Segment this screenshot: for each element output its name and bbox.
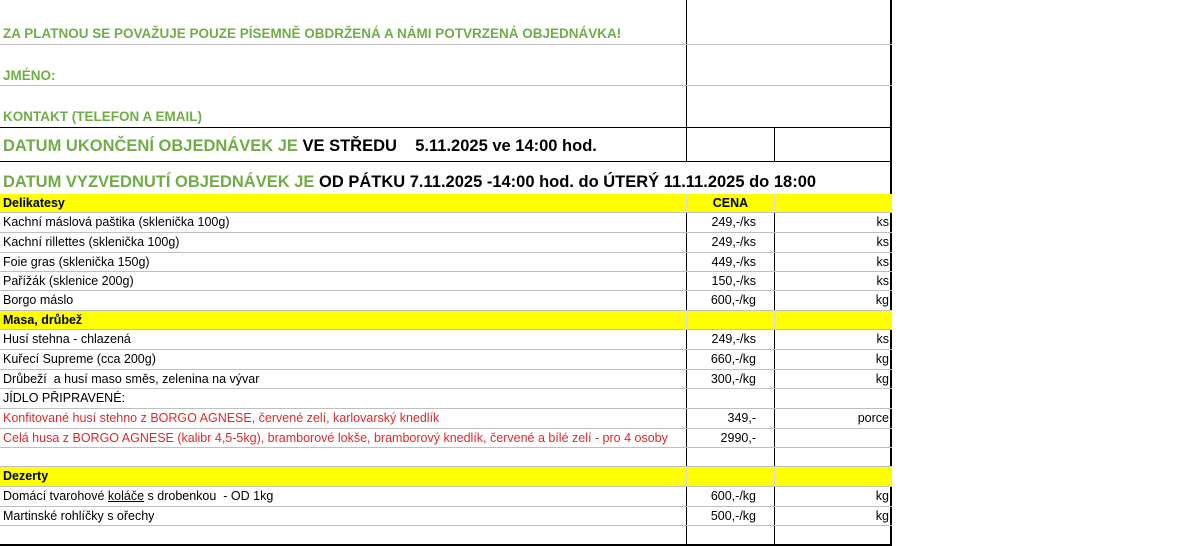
item-name: Pařížák (sklenice 200g) <box>3 274 134 288</box>
table-row[interactable] <box>0 507 892 526</box>
table-row[interactable] <box>0 370 892 389</box>
section-header-pripravene <box>0 389 892 409</box>
empty-row <box>0 448 892 467</box>
item-unit[interactable]: kg <box>774 507 892 525</box>
item-price: 349,- <box>686 409 774 428</box>
item-unit[interactable]: porce <box>774 409 892 428</box>
section-header-blank <box>774 389 892 408</box>
item-unit[interactable]: ks <box>774 272 892 290</box>
item-name: Kuřecí Supreme (cca 200g) <box>3 352 156 366</box>
item-name-underlined: koláče <box>107 489 145 503</box>
qty-column-header <box>774 194 892 212</box>
empty-row <box>0 526 892 546</box>
item-name: Drůbeží a husí maso směs, zelenina na vývar <box>3 372 260 386</box>
deadline-row <box>0 128 892 162</box>
item-name: Martinské rohlíčky s ořechy <box>3 509 155 523</box>
table-row[interactable] <box>0 350 892 370</box>
item-price: 2990,- <box>686 429 774 447</box>
item-unit[interactable] <box>774 429 892 447</box>
item-name: Kachní máslová paštika (sklenička 100g) <box>3 215 230 229</box>
pickup-value: OD PÁTKU 7.11.2025 -14:00 hod. do ÚTERÝ 11.11.2025 do 18:00 <box>319 173 817 191</box>
empty-cell <box>0 526 686 544</box>
section-header-blank <box>774 311 892 329</box>
deadline-value: VE STŘEDU 5.11.2025 ve 14:00 hod. <box>302 137 597 155</box>
table-row[interactable] <box>0 272 892 291</box>
item-unit[interactable]: kg <box>774 370 892 388</box>
section-title: Dezerty <box>3 469 49 483</box>
contact-input-cell[interactable] <box>686 86 892 127</box>
pickup-text <box>0 162 892 194</box>
order-notice: ZA PLATNOU SE POVAŽUJE POUZE PÍSEMNĚ OBDRŽENÁ A NÁMI POTVRZENÁ OBJEDNÁVKA! <box>3 26 622 41</box>
table-row[interactable] <box>0 429 892 448</box>
deadline-cell-2[interactable] <box>686 128 774 161</box>
empty-cell <box>686 448 774 466</box>
item-unit[interactable]: ks <box>774 213 892 232</box>
empty-cell <box>686 526 774 544</box>
item-unit[interactable]: kg <box>774 487 892 506</box>
item-unit[interactable]: kg <box>774 291 892 310</box>
section-title: Masa, drůbež <box>3 313 83 327</box>
section-title: JÍDLO PŘIPRAVENÉ: <box>3 391 126 405</box>
name-label: JMÉNO: <box>3 68 56 83</box>
section-header-masa <box>0 311 892 330</box>
section-title: Delikatesy <box>3 196 65 210</box>
item-name: Husí stehna - chlazená <box>3 332 131 346</box>
item-name: Konfitované husí stehno z BORGO AGNESE, červené zelí, karlovarský knedlík <box>3 411 440 425</box>
price-column-header: CENA <box>686 194 774 212</box>
item-price: 249,-/ks <box>686 213 774 232</box>
table-row[interactable] <box>0 487 892 507</box>
item-name <box>0 487 686 506</box>
table-row[interactable] <box>0 213 892 233</box>
item-price: 150,-/ks <box>686 272 774 290</box>
table-row[interactable] <box>0 330 892 350</box>
section-header-delikatesy <box>0 194 892 213</box>
item-price: 249,-/ks <box>686 330 774 349</box>
item-price: 449,-/ks <box>686 253 774 271</box>
deadline-cell-3[interactable] <box>774 128 892 161</box>
item-price: 660,-/kg <box>686 350 774 369</box>
item-price: 600,-/kg <box>686 487 774 506</box>
section-header-blank <box>774 467 892 486</box>
item-price: 249,-/ks <box>686 233 774 252</box>
item-unit[interactable]: kg <box>774 350 892 369</box>
section-header-blank <box>686 389 774 408</box>
table-row[interactable] <box>0 409 892 429</box>
item-name-part: s drobenkou - OD 1kg <box>144 489 274 503</box>
deadline-text <box>0 128 686 161</box>
item-unit[interactable]: ks <box>774 330 892 349</box>
item-name: Borgo máslo <box>3 293 74 307</box>
section-header-dezerty <box>0 467 892 487</box>
contact-label: KONTAKT (TELEFON A EMAIL) <box>3 109 202 124</box>
section-header-blank <box>686 467 774 486</box>
empty-cell <box>774 448 892 466</box>
pickup-prefix: DATUM VYZVEDNUTÍ OBJEDNÁVEK JE <box>3 173 315 191</box>
table-row[interactable] <box>0 291 892 311</box>
name-input-cell[interactable] <box>686 45 892 85</box>
empty-cell <box>774 526 892 544</box>
notice-blank-cell[interactable] <box>686 0 892 44</box>
item-unit[interactable]: ks <box>774 233 892 252</box>
table-row[interactable] <box>0 253 892 272</box>
item-price: 600,-/kg <box>686 291 774 310</box>
name-row <box>0 45 892 86</box>
item-name: Foie gras (sklenička 150g) <box>3 255 150 269</box>
table-row[interactable] <box>0 233 892 253</box>
item-name: Kachní rillettes (sklenička 100g) <box>3 235 180 249</box>
item-name-part: Domácí tvarohové <box>3 489 108 503</box>
pickup-row <box>0 162 892 194</box>
item-price: 500,-/kg <box>686 507 774 525</box>
empty-cell <box>0 448 686 466</box>
item-price: 300,-/kg <box>686 370 774 388</box>
item-unit[interactable]: ks <box>774 253 892 271</box>
contact-row <box>0 86 892 128</box>
section-header-blank <box>686 311 774 329</box>
item-name: Celá husa z BORGO AGNESE (kalibr 4,5-5kg), bramborové lokše, bramborový knedlík, červené a bílé zelí - pro 4 osoby <box>3 431 668 445</box>
notice-row <box>0 0 892 45</box>
deadline-prefix: DATUM UKONČENÍ OBJEDNÁVEK JE <box>3 137 298 155</box>
